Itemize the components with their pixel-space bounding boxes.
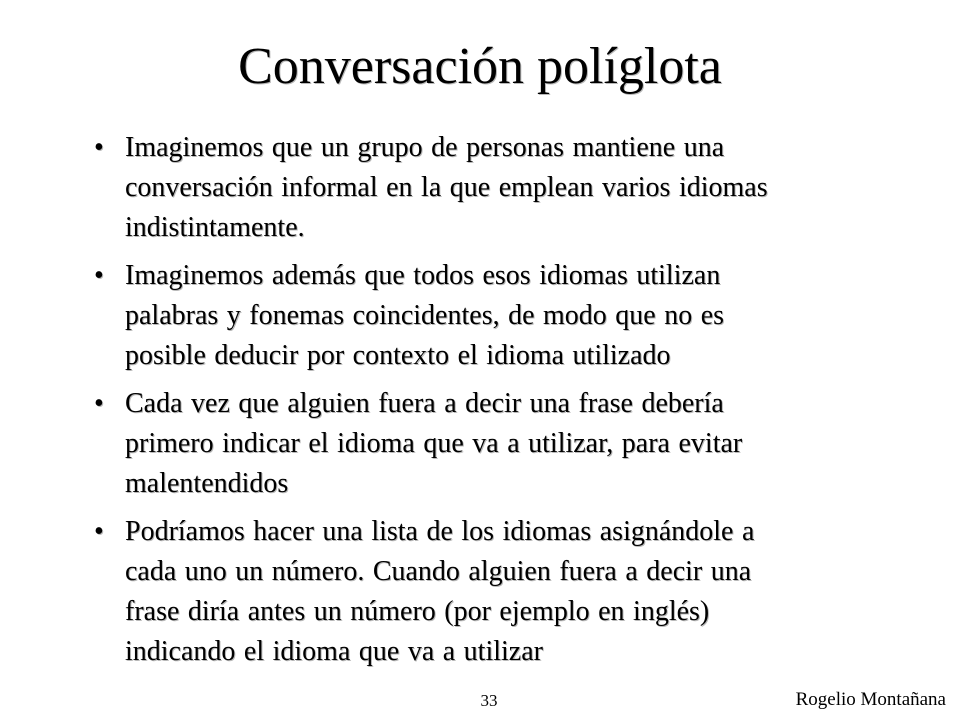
bullet-line: Imaginemos que un grupo de personas mantiene una bbox=[125, 132, 725, 163]
bullet-line: malentendidos bbox=[125, 468, 289, 499]
bullet-icon: • bbox=[94, 516, 104, 547]
bullet-item bbox=[92, 512, 892, 672]
bullet-line: indicando el idioma que va a utilizar bbox=[125, 636, 543, 667]
bullet-icon: • bbox=[94, 388, 104, 419]
bullet-item bbox=[92, 256, 892, 376]
bullet-icon: • bbox=[94, 260, 104, 291]
bullet-line: indistintamente. bbox=[125, 212, 305, 243]
bullet-line: cada uno un número. Cuando alguien fuera a decir una bbox=[125, 556, 752, 587]
bullet-line: Imaginemos además que todos esos idiomas utilizan bbox=[125, 260, 721, 291]
bullet-icon: • bbox=[94, 132, 104, 163]
bullet-line: palabras y fonemas coincidentes, de modo que no es bbox=[125, 300, 725, 331]
bullet-line: frase diría antes un número (por ejemplo en inglés) bbox=[125, 596, 710, 627]
footer-author: Rogelio Montañana bbox=[795, 689, 946, 710]
bullet-list bbox=[92, 128, 892, 680]
bullet-item bbox=[92, 128, 892, 248]
slide-title: Conversación políglota bbox=[238, 38, 722, 95]
bullet-line: Cada vez que alguien fuera a decir una frase debería bbox=[125, 388, 724, 419]
bullet-line: Podríamos hacer una lista de los idiomas asignándole a bbox=[125, 516, 755, 547]
page-number: 33 bbox=[480, 691, 498, 710]
bullet-item bbox=[92, 384, 892, 504]
bullet-line: posible deducir por contexto el idioma utilizado bbox=[125, 340, 671, 371]
bullet-line: primero indicar el idioma que va a utilizar, para evitar bbox=[125, 428, 743, 459]
bullet-line: conversación informal en la que emplean varios idiomas bbox=[125, 172, 768, 203]
